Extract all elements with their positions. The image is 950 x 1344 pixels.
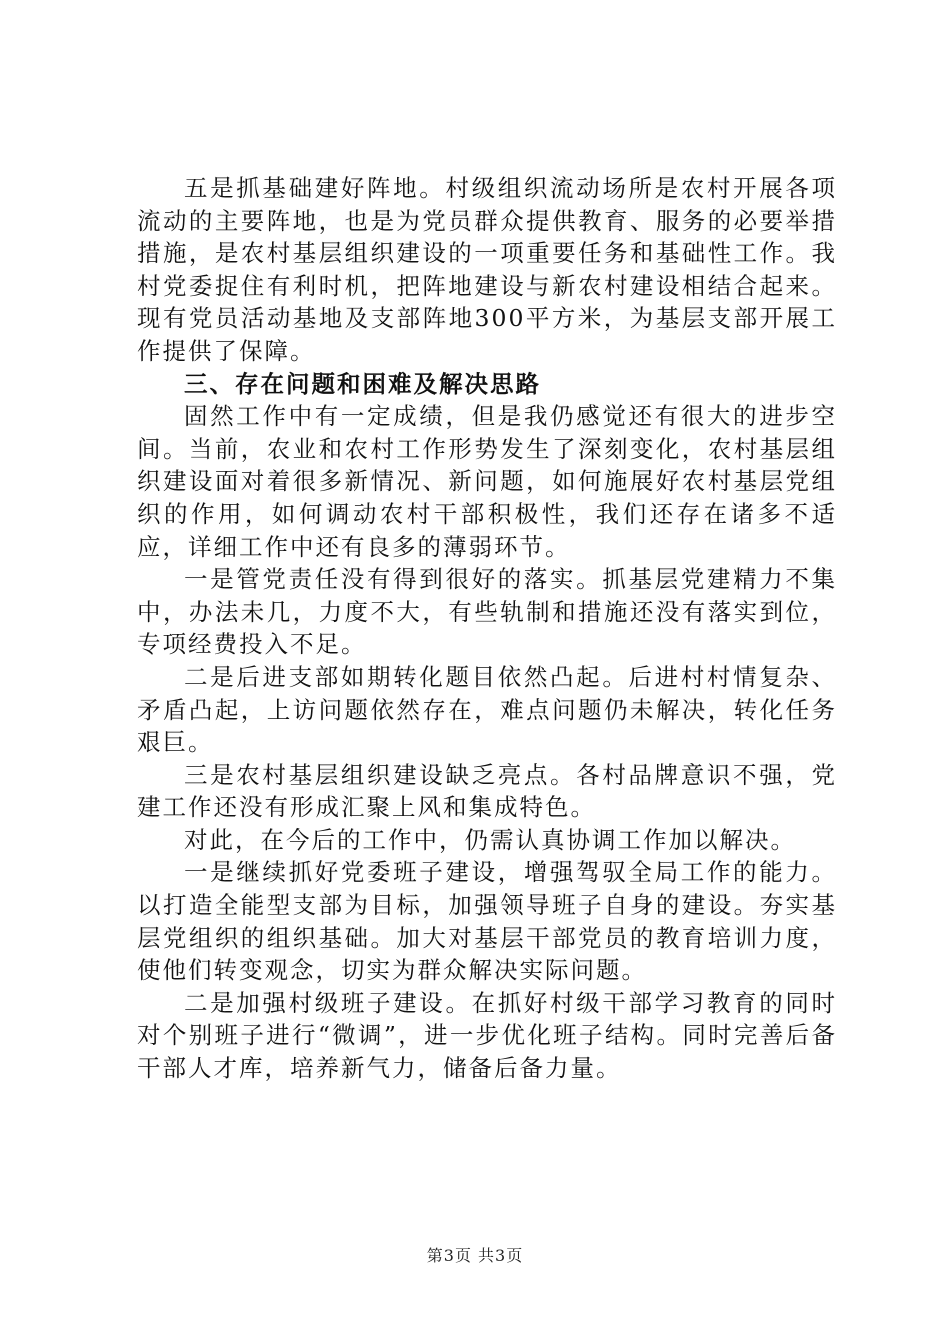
paragraph-overview: 固然工作中有一定成绩，但是我仍感觉还有很大的进步空间。当前，农业和农村工作形势发生了深刻变化，农村基层组织建设面对着很多新情况、新问题，如何施展好农村基层党组织的作用，如何调动农村干部积极性，我们还存在诸多不适应，详细工作中还有良多的薄弱环节。 (137, 402, 837, 561)
paragraph-problem-three: 三是农村基层组织建设缺乏亮点。各村品牌意识不强，党建工作还没有形成汇聚上风和集成特色。 (137, 760, 837, 822)
paragraph-base-construction: 五是抓基础建好阵地。村级组织流动场所是农村开展各项流动的主要阵地，也是为党员群众提供教育、服务的必要举措措施，是农村基层组织建设的一项重要任务和基础性工作。我村党委捉住有利时机，把阵地建设与新农村建设相结合起来。现有党员活动基地及支部阵地300平方米，为基层支部开展工作提供了保障。 (137, 174, 837, 365)
paragraph-transition: 对此，在今后的工作中，仍需认真协调工作加以解决。 (184, 825, 796, 854)
section-heading-problems: 三、存在问题和困难及解决思路 (184, 369, 541, 398)
paragraph-problem-one: 一是管党责任没有得到很好的落实。抓基层党建精力不集中，办法未几，力度不大，有些轨制和措施还没有落实到位，专项经费投入不足。 (137, 565, 837, 659)
document-body (137, 172, 837, 1085)
paragraph-problem-two: 二是后进支部如期转化题目依然凸起。后进村村情复杂、矛盾凸起，上访问题依然存在，难点问题仍未解决，转化任务艰巨。 (137, 662, 837, 757)
paragraph-solution-one: 一是继续抓好党委班子建设，增强驾驭全局工作的能力。以打造全能型支部为目标，加强领导班子自身的建设。夯实基层党组织的组织基础。加大对基层干部党员的教育培训力度，使他们转变观念，切实为群众解决实际问题。 (137, 858, 837, 985)
paragraph-solution-two: 二是加强村级班子建设。在抓好村级干部学习教育的同时对个别班子进行“微调”，进一步优化班子结构。同时完善后备干部人才库，培养新气力，储备后备力量。 (137, 988, 837, 1083)
page-footer: 第3页 共3页 (426, 1246, 524, 1265)
